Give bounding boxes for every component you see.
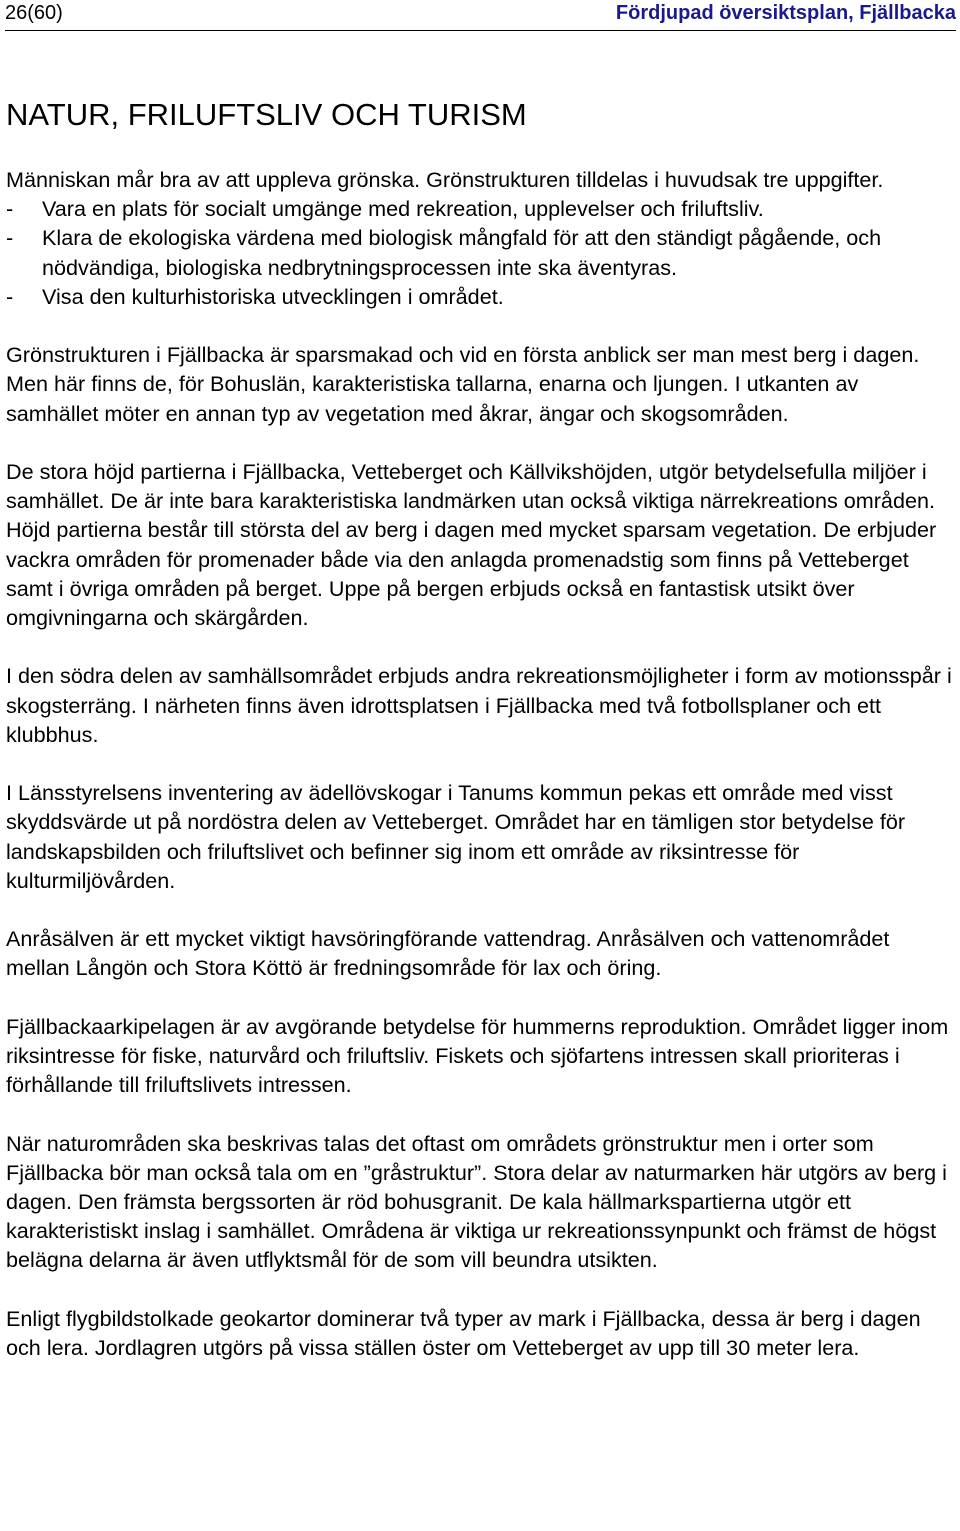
list-dash: - xyxy=(6,196,14,222)
paragraph-geology: Enligt flygbildstolkade geokartor dominerar två typer av mark i Fjällbacka, dessa är berg i dagen och lera. Jordlagren utgörs på vissa ställen öster om Vetteberget av upp till 30 meter lera. xyxy=(6,1305,921,1360)
list-item xyxy=(6,194,952,223)
paragraph-anrasalven: Anråsälven är ett mycket viktigt havsöringförande vattendrag. Anråsälven och vattenområdet mellan Långön och Stora Köttö är fredningsområde för lax och öring. xyxy=(6,926,890,981)
paragraph-vegetation: Grönstrukturen i Fjällbacka är sparsmakad och vid en första anblick ser man mest berg i dagen. Men här finns de, för Bohuslän, karakteristiska tallarna, enarna och ljungen. I utkanten av samhället möter en annan typ av vegetation med åkrar, ängar och skogsområden. xyxy=(6,342,920,426)
paragraph-grey-structure: När naturområden ska beskrivas talas det oftast om områdets grönstruktur men i orter som Fjällbacka bör man också tala om en ”gråstruktur”. Stora delar av naturmarken här utgörs av berg i dagen. Den främsta bergssorten är röd bohusgranit. De kala hällmarkspartierna utgör ett karakteristiskt inslag i samhället. Områdena är viktiga ur rekreationssynpunkt och främst de högst belägna delarna är även utflyktsmål för de som vill beundra utsikten. xyxy=(6,1130,947,1273)
paragraph-south: I den södra delen av samhällsområdet erbjuds andra rekreationsmöjligheter i form av motionsspår i skogsterräng. I närheten finns även idrottsplatsen i Fjällbacka med två fotbollsplaner och ett klubbhus. xyxy=(6,663,952,747)
list-dash: - xyxy=(6,225,14,251)
paragraph-heights: De stora höjd partierna i Fjällbacka, Vetteberget och Källvikshöjden, utgör betydelsefulla miljöer i samhället. De är inte bara karakteristiska landmärken utan också viktiga närrekreations områden. Höjd partierna består till största del av berg i dagen med mycket sparsam vegetation. De erbjuder vackra områden för promenader både via den anlagda promenadstig som finns på Vetteberget samt i övriga områden på berget. Uppe på bergen erbjuds också en fantastisk utsikt över omgivningarna och skärgården. xyxy=(6,459,937,631)
body-text xyxy=(6,165,952,1391)
list-item-text: Vara en plats för socialt umgänge med rekreation, upplevelser och friluftsliv. xyxy=(42,196,764,222)
paragraph-inventory: I Länsstyrelsens inventering av ädellövskogar i Tanums kommun pekas ett område med visst skyddsvärde ut på nordöstra delen av Vetteberget. Området har en tämligen stor betydelse för landskapsbilden och friluftslivet och befinner sig inom ett område av riksintresse för kulturmiljövården. xyxy=(6,780,906,893)
paragraph-archipelago: Fjällbackaarkipelagen är av avgörande betydelse för hummerns reproduktion. Området ligger inom riksintresse för fiske, naturvård och friluftsliv. Fiskets och sjöfartens intressen skall prioriteras i förhållande till friluftslivets intressen. xyxy=(6,1013,949,1098)
page-number: 26(60) xyxy=(5,2,63,24)
list-item-text: Visa den kulturhistoriska utvecklingen i området. xyxy=(42,283,504,309)
section-heading: NATUR, FRILUFTSLIV OCH TURISM xyxy=(6,97,527,132)
list-item xyxy=(6,223,952,281)
intro-paragraph: Människan mår bra av att uppleva grönska. Grönstrukturen tilldelas i huvudsak tre uppgifter. xyxy=(6,167,884,192)
page-header xyxy=(5,0,956,31)
task-list xyxy=(6,194,952,311)
list-item xyxy=(6,282,952,311)
document-title: Fördjupad översiktsplan, Fjällbacka xyxy=(615,2,956,24)
list-dash: - xyxy=(6,283,14,309)
list-item-text: Klara de ekologiska värdena med biologisk mångfald för att den ständigt pågående, och nödvändiga, biologiska nedbrytningsprocessen inte ska äventyras. xyxy=(42,225,882,280)
